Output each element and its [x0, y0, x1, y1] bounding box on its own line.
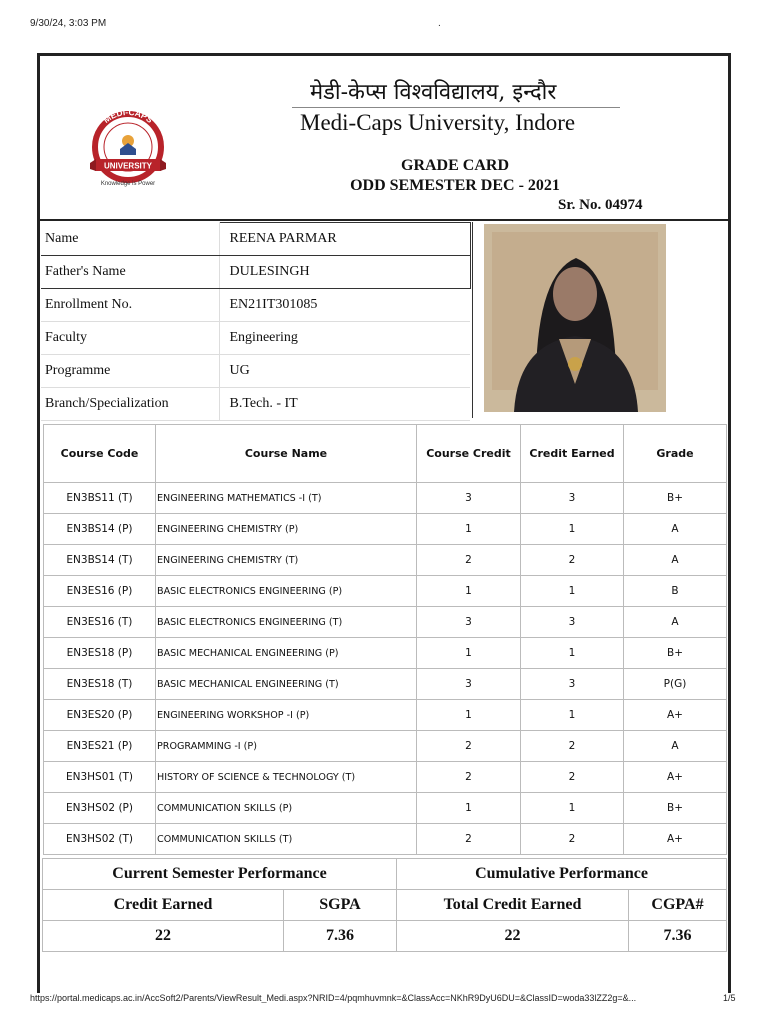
course-credit: 1: [417, 576, 521, 607]
course-code: EN3HS01 (T): [44, 762, 156, 793]
column-header-course-name: Course Name: [156, 425, 417, 483]
course-credit: 3: [417, 669, 521, 700]
table-row: [44, 638, 727, 669]
course-credit: 2: [417, 731, 521, 762]
grade: B+: [624, 483, 727, 514]
grades-table: [43, 424, 727, 855]
university-logo: [80, 105, 176, 189]
logo-tagline: Knowledge is Power: [100, 181, 156, 187]
course-credit: 1: [417, 700, 521, 731]
course-name: ENGINEERING WORKSHOP -I (P): [156, 700, 417, 731]
info-value: Engineering: [219, 322, 470, 355]
course-code: EN3BS14 (T): [44, 545, 156, 576]
title-divider: [292, 107, 620, 108]
grades-header-row: [44, 425, 727, 483]
print-url: https://portal.medicaps.ac.in/AccSoft2/Parents/ViewResult_Medi.aspx?NRID=4/pqmhuvmnk=&ClassAcc=NKhR9DyU6DU=&ClassID=woda33lZZ2g=&...: [30, 993, 637, 1003]
course-credit: 3: [417, 483, 521, 514]
credit-earned: 2: [521, 762, 624, 793]
table-row: [44, 700, 727, 731]
course-credit: 2: [417, 824, 521, 855]
course-code: EN3ES18 (P): [44, 638, 156, 669]
cgpa-value: 7.36: [629, 921, 727, 952]
total-credit-value: 22: [397, 921, 629, 952]
course-credit: 1: [417, 793, 521, 824]
course-name: COMMUNICATION SKILLS (T): [156, 824, 417, 855]
table-row: [44, 483, 727, 514]
grade: P(G): [624, 669, 727, 700]
credit-earned: 1: [521, 700, 624, 731]
credit-earned: 1: [521, 514, 624, 545]
info-row-enrollment: [41, 289, 470, 322]
table-row: [44, 576, 727, 607]
credit-earned: 2: [521, 545, 624, 576]
credit-earned: 1: [521, 638, 624, 669]
info-label: Father's Name: [41, 256, 219, 289]
column-header-credit-earned: Credit Earned: [521, 425, 624, 483]
course-code: EN3HS02 (P): [44, 793, 156, 824]
info-label: Branch/Specialization: [41, 388, 219, 421]
info-label: Name: [41, 223, 219, 256]
performance-table: [42, 858, 727, 952]
serial-number: Sr. No. 04974: [558, 197, 643, 213]
column-header-course-code: Course Code: [44, 425, 156, 483]
grade: A: [624, 545, 727, 576]
logo-ribbon-text: UNIVERSITY: [103, 161, 153, 171]
course-name: PROGRAMMING -I (P): [156, 731, 417, 762]
credit-earned: 2: [521, 824, 624, 855]
table-row: [44, 824, 727, 855]
university-name-hindi: मेडी-केप्स विश्वविद्यालय, इन्दौर: [310, 80, 557, 105]
university-name-english: Medi-Caps University, Indore: [300, 110, 576, 135]
course-name: COMMUNICATION SKILLS (P): [156, 793, 417, 824]
credit-earned-value: 22: [43, 921, 284, 952]
print-page-number: 1/5: [723, 993, 736, 1003]
table-row: [44, 762, 727, 793]
info-row-name: [41, 223, 470, 256]
info-value: B.Tech. - IT: [219, 388, 470, 421]
course-credit: 2: [417, 762, 521, 793]
column-header-grade: Grade: [624, 425, 727, 483]
column-header-course-credit: Course Credit: [417, 425, 521, 483]
logo-top-text: MEDI-CAPS: [101, 106, 155, 126]
grade: B+: [624, 793, 727, 824]
course-name: ENGINEERING CHEMISTRY (T): [156, 545, 417, 576]
grade: A: [624, 514, 727, 545]
course-code: EN3ES21 (P): [44, 731, 156, 762]
info-label: Enrollment No.: [41, 289, 219, 322]
cumulative-title: Cumulative Performance: [397, 859, 727, 890]
document-title: GRADE CARD: [401, 157, 509, 174]
grade: B+: [624, 638, 727, 669]
grade: A+: [624, 762, 727, 793]
course-credit: 2: [417, 545, 521, 576]
credit-earned-header: Credit Earned: [43, 890, 284, 921]
info-divider: [472, 222, 473, 418]
table-row: [44, 793, 727, 824]
performance-value-row: [43, 921, 727, 952]
course-code: EN3ES18 (T): [44, 669, 156, 700]
course-code: EN3BS14 (P): [44, 514, 156, 545]
print-title-mark: .: [438, 18, 441, 29]
info-label: Faculty: [41, 322, 219, 355]
table-row: [44, 545, 727, 576]
course-name: ENGINEERING MATHEMATICS -I (T): [156, 483, 417, 514]
student-photo: [484, 224, 666, 412]
grade: A: [624, 731, 727, 762]
grade: B: [624, 576, 727, 607]
info-row-programme: [41, 355, 470, 388]
course-name: BASIC ELECTRONICS ENGINEERING (P): [156, 576, 417, 607]
sgpa-header: SGPA: [284, 890, 397, 921]
course-code: EN3ES16 (T): [44, 607, 156, 638]
current-semester-title: Current Semester Performance: [43, 859, 397, 890]
student-info-table: [41, 222, 471, 421]
credit-earned: 3: [521, 607, 624, 638]
course-name: ENGINEERING CHEMISTRY (P): [156, 514, 417, 545]
grade: A+: [624, 700, 727, 731]
info-row-father: [41, 256, 470, 289]
course-name: HISTORY OF SCIENCE & TECHNOLOGY (T): [156, 762, 417, 793]
course-code: EN3BS11 (T): [44, 483, 156, 514]
credit-earned: 1: [521, 793, 624, 824]
table-row: [44, 669, 727, 700]
table-row: [44, 731, 727, 762]
info-label: Programme: [41, 355, 219, 388]
info-row-faculty: [41, 322, 470, 355]
total-credit-header: Total Credit Earned: [397, 890, 629, 921]
info-value: UG: [219, 355, 470, 388]
table-row: [44, 514, 727, 545]
table-row: [44, 607, 727, 638]
cgpa-header: CGPA#: [629, 890, 727, 921]
course-code: EN3ES20 (P): [44, 700, 156, 731]
course-name: BASIC ELECTRONICS ENGINEERING (T): [156, 607, 417, 638]
sgpa-value: 7.36: [284, 921, 397, 952]
course-code: EN3ES16 (P): [44, 576, 156, 607]
credit-earned: 2: [521, 731, 624, 762]
credit-earned: 1: [521, 576, 624, 607]
course-credit: 1: [417, 514, 521, 545]
performance-header-row: [43, 890, 727, 921]
grade: A: [624, 607, 727, 638]
course-credit: 3: [417, 607, 521, 638]
credit-earned: 3: [521, 669, 624, 700]
course-code: EN3HS02 (T): [44, 824, 156, 855]
course-credit: 1: [417, 638, 521, 669]
print-datetime: 9/30/24, 3:03 PM: [30, 18, 107, 29]
grade: A+: [624, 824, 727, 855]
credit-earned: 3: [521, 483, 624, 514]
course-name: BASIC MECHANICAL ENGINEERING (P): [156, 638, 417, 669]
info-value: EN21IT301085: [219, 289, 470, 322]
info-value: DULESINGH: [219, 256, 470, 289]
semester-title: ODD SEMESTER DEC - 2021: [350, 177, 560, 194]
course-name: BASIC MECHANICAL ENGINEERING (T): [156, 669, 417, 700]
info-row-branch: [41, 388, 470, 421]
info-value: REENA PARMAR: [219, 223, 470, 256]
header-divider: [40, 219, 728, 221]
performance-title-row: [43, 859, 727, 890]
